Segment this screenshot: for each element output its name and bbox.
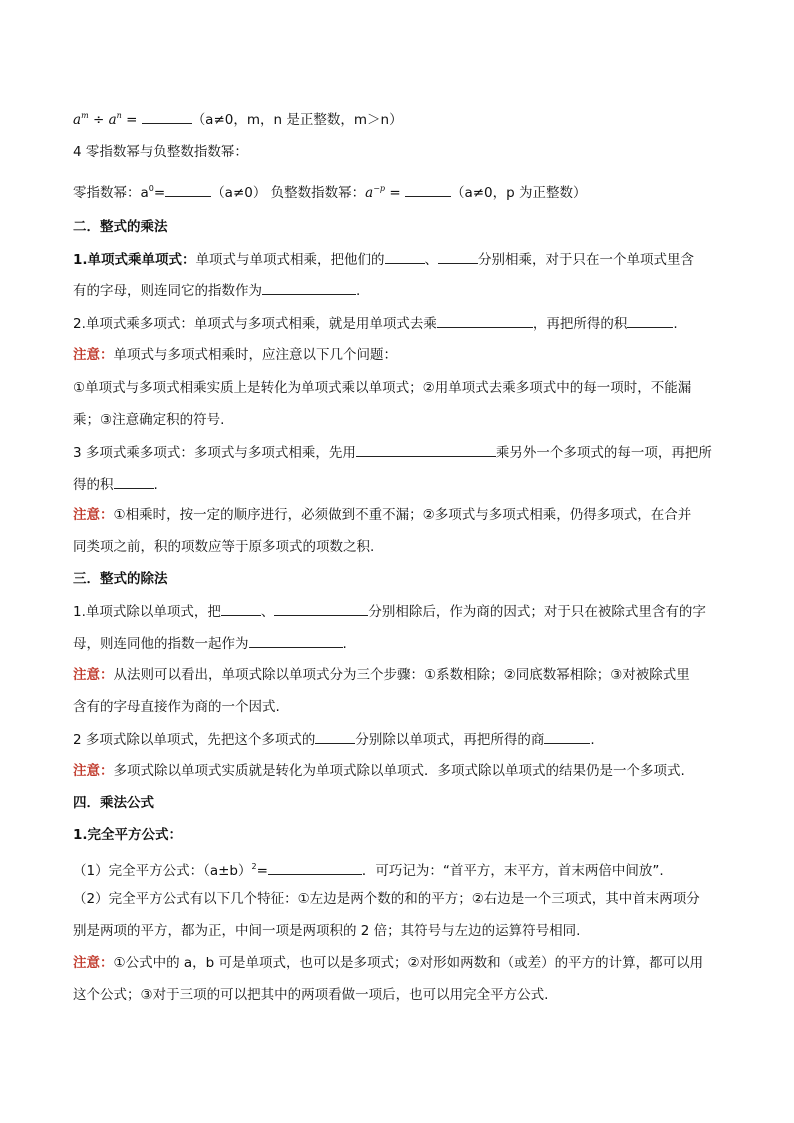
paragraph-line bbox=[73, 985, 548, 1005]
paragraph-line bbox=[73, 857, 664, 881]
blank bbox=[262, 280, 356, 295]
divide-sign: ÷ bbox=[88, 112, 109, 128]
paragraph-line bbox=[73, 280, 360, 301]
text: ①公式中的 a，b 可是单项式，也可以是多项式；②对形如两数和（或差）的平方的计算，都可以用 bbox=[113, 955, 704, 971]
blank bbox=[437, 313, 533, 328]
text: . bbox=[356, 283, 361, 299]
note-label: 注意： bbox=[73, 347, 114, 363]
note-line bbox=[73, 665, 690, 685]
section-title: 四．乘法公式 bbox=[73, 795, 154, 811]
text: 得的积 bbox=[73, 477, 114, 493]
equals-sign: = bbox=[256, 863, 268, 879]
blank bbox=[274, 601, 368, 616]
text: 母，则连同他的指数一起作为 bbox=[73, 636, 249, 652]
note-label: 注意： bbox=[73, 507, 114, 523]
base-a: a bbox=[365, 185, 374, 201]
text: 乘另外一个多项式的每一项，再把所 bbox=[495, 445, 712, 461]
blank bbox=[221, 601, 261, 616]
note-line bbox=[73, 505, 691, 525]
paragraph-line bbox=[73, 378, 691, 398]
text: 单项式与单项式相乘，把他们的 bbox=[195, 252, 385, 268]
blank bbox=[114, 474, 154, 489]
exponent-n: n bbox=[116, 111, 122, 120]
exponent-m: m bbox=[81, 111, 89, 120]
paragraph-line bbox=[73, 249, 694, 270]
text: 有的字母，则连同它的指数作为 bbox=[73, 283, 262, 299]
text: . bbox=[590, 732, 595, 748]
item-heading: 1.单项式乘单项式： bbox=[73, 252, 196, 268]
superscript: 0 bbox=[148, 184, 154, 193]
text: 同类项之前，积的项数应等于原多项式的项数之积. bbox=[73, 539, 375, 555]
condition-text: （a≠0，p 为正整数） bbox=[450, 185, 587, 201]
section-heading-multiplication bbox=[73, 217, 168, 237]
text: 乘；③注意确定积的符号. bbox=[73, 412, 225, 428]
blank bbox=[268, 860, 362, 875]
paragraph-line bbox=[73, 442, 712, 463]
base-a: a bbox=[108, 112, 117, 128]
subsection-title: 4 零指数幂与负整数指数幂： bbox=[73, 144, 248, 160]
text: 这个公式；③对于三项的可以把其中的两项看做一项后，也可以用完全平方公式. bbox=[73, 987, 549, 1003]
text: . bbox=[342, 636, 347, 652]
note-label: 注意： bbox=[73, 763, 114, 779]
text: ①相乘时，按一定的顺序进行，必须做到不重不漏；②多项式与多项式相乘，仍得多项式，在合并 bbox=[113, 507, 692, 523]
paragraph-line bbox=[73, 537, 374, 557]
text: 单项式与多项式相乘时，应注意以下几个问题： bbox=[113, 347, 397, 363]
text: 3 多项式乘多项式：多项式与多项式相乘，先用 bbox=[73, 445, 356, 461]
exponent-division-rule bbox=[73, 106, 403, 130]
paragraph-line bbox=[73, 313, 678, 334]
text: ．可巧记为：“首平方，末平方，首末两倍中间放”. bbox=[361, 863, 664, 879]
text: 分别除以单项式，再把所得的商 bbox=[355, 732, 545, 748]
exponent-minus-p: −p bbox=[373, 184, 386, 193]
text: ①单项式与多项式相乘实质上是转化为单项式乘以单项式；②用单项式去乘多项式中的每一项时，不能漏 bbox=[73, 380, 692, 396]
subsection-heading bbox=[73, 142, 248, 162]
paragraph-line bbox=[73, 410, 224, 430]
subsection-heading bbox=[73, 825, 182, 845]
text: 2 多项式除以单项式，先把这个多项式的 bbox=[73, 732, 316, 748]
blank bbox=[165, 182, 211, 197]
paragraph-line bbox=[73, 889, 700, 909]
paragraph-line bbox=[73, 633, 347, 654]
blank bbox=[544, 729, 590, 744]
text: 别是两项的平方，都为正，中间一项是两项积的 2 倍；其符号与左边的运算符号相同. bbox=[73, 923, 581, 939]
section-heading-multiplication-formulas bbox=[73, 793, 154, 813]
blank bbox=[405, 182, 451, 197]
equals-sign: = bbox=[121, 112, 142, 128]
paragraph-line bbox=[73, 921, 580, 941]
text: 、 bbox=[260, 604, 275, 620]
paragraph-line bbox=[73, 474, 158, 495]
text: 分别相乘，对于只在一个单项式里含 bbox=[478, 252, 695, 268]
note-line bbox=[73, 345, 397, 365]
subsection-title: 1.完全平方公式： bbox=[73, 827, 183, 843]
blank bbox=[142, 109, 192, 124]
equals-sign: = bbox=[153, 185, 166, 201]
blank bbox=[627, 313, 673, 328]
blank bbox=[438, 249, 478, 264]
text: . bbox=[153, 477, 158, 493]
zero-negative-exponent-line bbox=[73, 179, 587, 203]
superscript: 2 bbox=[251, 862, 257, 871]
note-line bbox=[73, 761, 685, 781]
blank bbox=[315, 729, 355, 744]
blank bbox=[356, 442, 496, 457]
text: （1）完全平方公式：（a±b） bbox=[73, 863, 252, 879]
text: 、 bbox=[424, 252, 439, 268]
zero-exponent-label: 零指数幂：a bbox=[73, 185, 149, 201]
text: 2.单项式乘多项式：单项式与多项式相乘，就是用单项式去乘 bbox=[73, 316, 437, 332]
paragraph-line bbox=[73, 697, 280, 717]
text: （2）完全平方公式有以下几个特征：①左边是两个数的和的平方；②右边是一个三项式，其中首末两项分 bbox=[73, 891, 700, 907]
blank bbox=[385, 249, 425, 264]
text: ，再把所得的积 bbox=[532, 316, 628, 332]
text: 1.单项式除以单项式，把 bbox=[73, 604, 221, 620]
section-title: 二．整式的乘法 bbox=[73, 219, 168, 235]
text: 含有的字母直接作为商的一个因式. bbox=[73, 699, 280, 715]
paragraph-line bbox=[73, 601, 706, 622]
equals-sign: = bbox=[385, 185, 405, 201]
condition-text: （a≠0，m，n 是正整数，m＞n） bbox=[191, 112, 403, 128]
text: . bbox=[673, 316, 678, 332]
text: 从法则可以看出，单项式除以单项式分为三个步骤：①系数相除；②同底数幂相除；③对被除式里 bbox=[113, 667, 690, 683]
note-label: 注意： bbox=[73, 667, 114, 683]
negative-exponent-label: （a≠0） 负整数指数幂： bbox=[211, 185, 366, 201]
note-line bbox=[73, 953, 703, 973]
paragraph-line bbox=[73, 729, 595, 750]
text: 多项式除以单项式实质就是转化为单项式除以单项式．多项式除以单项式的结果仍是一个多项式. bbox=[113, 763, 685, 779]
blank bbox=[249, 633, 343, 648]
text: 分别相除后，作为商的因式；对于只在被除式里含有的字 bbox=[368, 604, 706, 620]
section-heading-division bbox=[73, 569, 168, 589]
base-a: a bbox=[73, 112, 82, 128]
note-label: 注意： bbox=[73, 955, 114, 971]
section-title: 三．整式的除法 bbox=[73, 571, 168, 587]
